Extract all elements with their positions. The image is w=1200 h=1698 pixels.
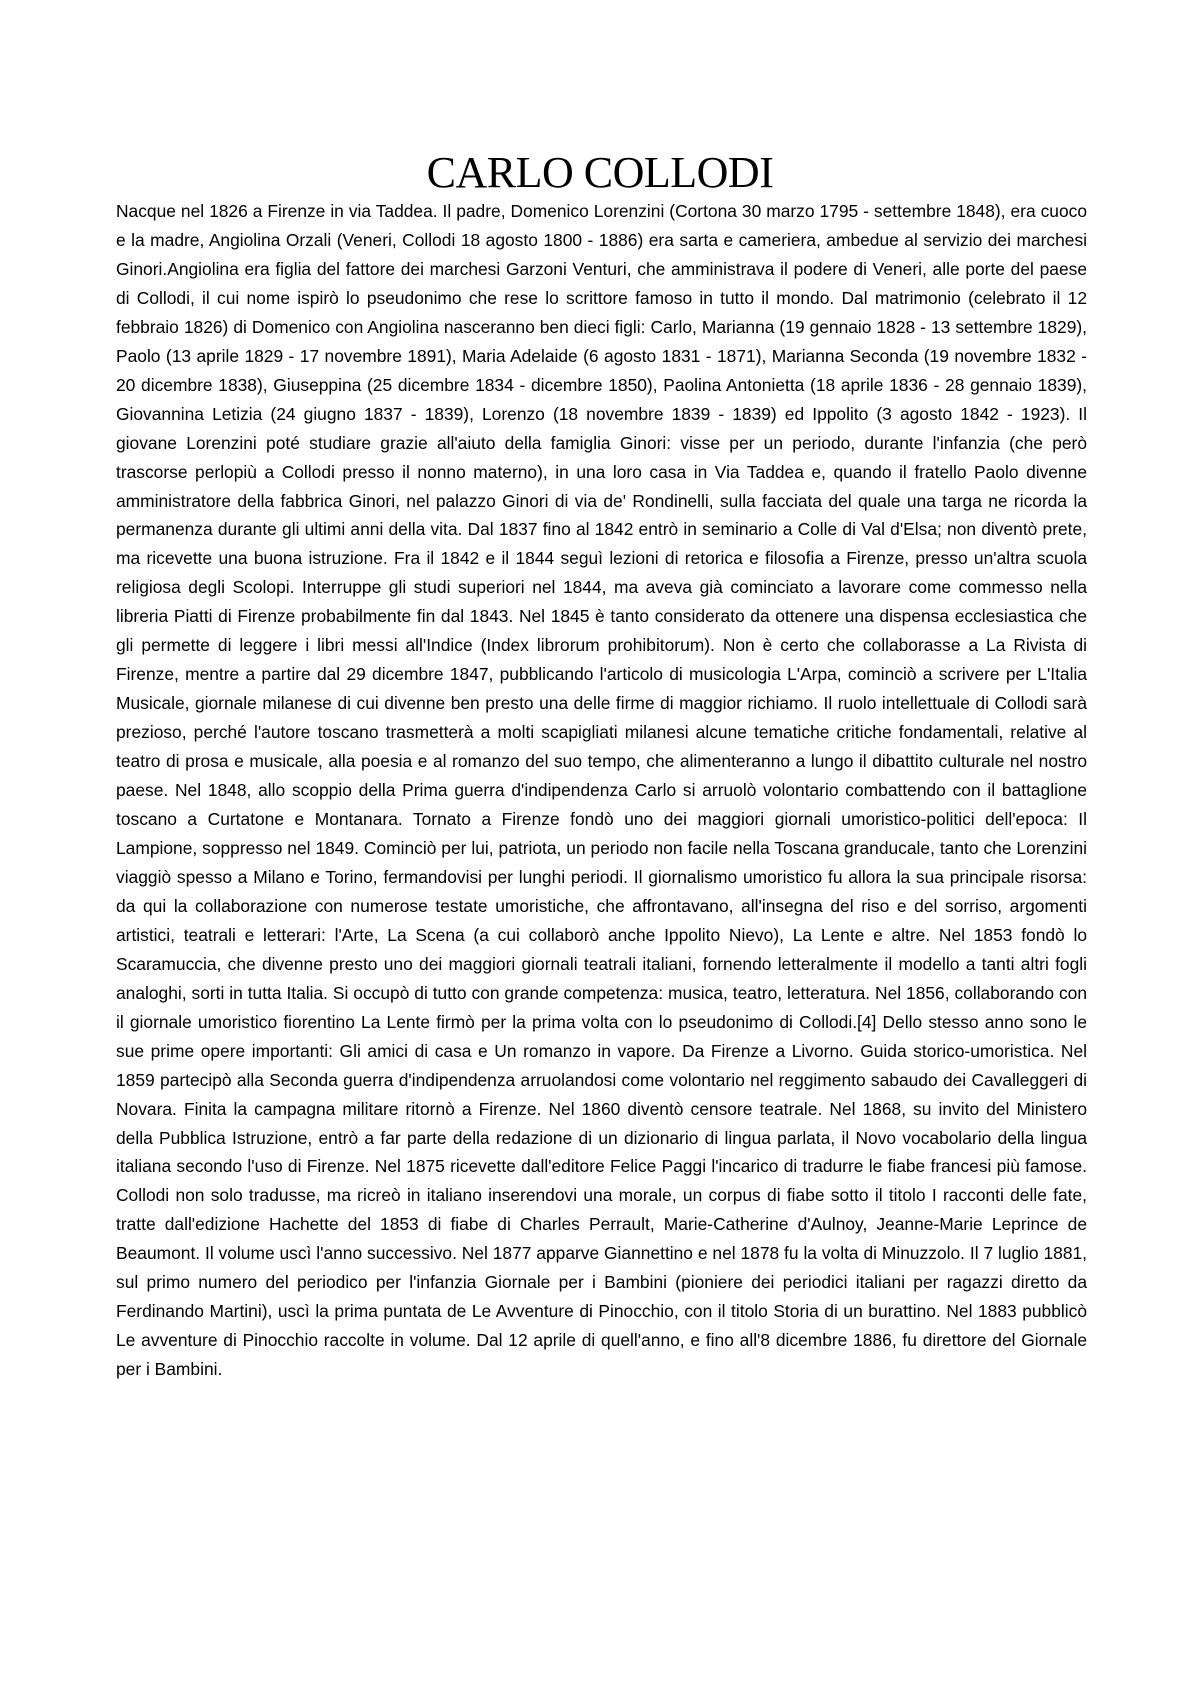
page-title: CARLO COLLODI	[426, 148, 774, 197]
body-paragraph: Nacque nel 1826 a Firenze in via Taddea. Il padre, Domenico Lorenzini (Cortona 30 marzo 1795 - settembre 1848), era cuoco e la madre, Angiolina Orzali (Veneri, Collodi 18 agosto 1800 - 1886) era sarta e cameriera, ambedue al servizio dei marchesi Ginori.Angiolina era figlia del fattore dei marchesi Garzoni Venturi, che amministrava il podere di Veneri, alle porte del paese di Collodi, il cui nome ispirò lo pseudonimo che rese lo scrittore famoso in tutto il mondo. Dal matrimonio (celebrato il 12 febbraio 1826) di Domenico con Angiolina nasceranno ben dieci figli: Carlo, Marianna (19 gennaio 1828 - 13 settembre 1829), Paolo (13 aprile 1829 - 17 novembre 1891), Maria Adelaide (6 agosto 1831 - 1871), Marianna Seconda (19 novembre 1832 - 20 dicembre 1838), Giuseppina (25 dicembre 1834 - dicembre 1850), Paolina Antonietta (18 aprile 1836 - 28 gennaio 1839), Giovannina Letizia (24 giugno 1837 - 1839), Lorenzo (18 novembre 1839 - 1839) ed Ippolito (3 agosto 1842 - 1923). Il giovane Lorenzini poté studiare grazie all'aiuto della famiglia Ginori: visse per un periodo, durante l'infanzia (che però trascorse perlopiù a Collodi presso il nonno materno), in una loro casa in Via Taddea e, quando il fratello Paolo divenne amministratore della fabbrica Ginori, nel palazzo Ginori di via de' Rondinelli, sulla facciata del quale una targa ne ricorda la permanenza durante gli ultimi anni della vita. Dal 1837 fino al 1842 entrò in seminario a Colle di Val d'Elsa; non diventò prete, ma ricevette una buona istruzione. Fra il 1842 e il 1844 seguì lezioni di retorica e filosofia a Firenze, presso un'altra scuola religiosa degli Scolopi. Interruppe gli studi superiori nel 1844, ma aveva già cominciato a lavorare come commesso nella libreria Piatti di Firenze probabilmente fin dal 1843. Nel 1845 è tanto considerato da ottenere una dispensa ecclesiastica che gli permette di leggere i libri messi all'Indice (Index librorum prohibitorum). Non è certo che collaborasse a La Rivista di Firenze, mentre a partire dal 29 dicembre 1847, pubblicando l'articolo di musicologia L'Arpa, cominciò a scrivere per L'Italia Musicale, giornale milanese di cui divenne ben presto una delle firme di maggior richiamo. Il ruolo intellettuale di Collodi sarà prezioso, perché l'autore toscano trasmetterà a molti scapigliati milanesi alcune tematiche critiche fondamentali, relative al teatro di prosa e musicale, alla poesia e al romanzo del suo tempo, che alimenteranno a lungo il dibattito culturale nel nostro paese. Nel 1848, allo scoppio della Prima guerra d'indipendenza Carlo si arruolò volontario combattendo con il battaglione toscano a Curtatone e Montanara. Tornato a Firenze fondò uno dei maggiori giornali umoristico-politici dell'epoca: Il Lampione, soppresso nel 1849. Cominciò per lui, patriota, un periodo non facile nella Toscana granducale, tanto che Lorenzini viaggiò spesso a Milano e Torino, fermandovisi per lunghi periodi. Il giornalismo umoristico fu allora la sua principale risorsa: da qui la collaborazione con numerose testate umoristiche, che affrontavano, all'insegna del riso e del sorriso, argomenti artistici, teatrali e letterari: l'Arte, La Scena (a cui collaborò anche Ippolito Nievo), La Lente e altre. Nel 1853 fondò lo Scaramuccia, che divenne presto uno dei maggiori giornali teatrali italiani, fornendo letteralmente il modello a tanti altri fogli analoghi, sorti in tutta Italia. Si occupò di tutto con grande competenza: musica, teatro, letteratura. Nel 1856, collaborando con il giornale umoristico fiorentino La Lente firmò per la prima volta con lo pseudonimo di Collodi.[4] Dello stesso anno sono le sue prime opere importanti: Gli amici di casa e Un romanzo in vapore. Da Firenze a Livorno. Guida storico-umoristica. Nel 1859 partecipò alla Seconda guerra d'indipendenza arruolandosi come volontario nel reggimento sabaudo dei Cavalleggeri di Novara. Finita la campagna militare ritornò a Firenze. Nel 1860 diventò censore teatrale. Nel 1868, su invito del Ministero della Pubblica Istruzione, entrò a far parte della redazione di un dizionario di lingua parlata, il Novo vocabolario della lingua italiana secondo l'uso di Firenze. Nel 1875 ricevette dall'editore Felice Paggi l'incarico di tradurre le fiabe francesi più famose. Collodi non solo tradusse, ma ricreò in italiano inserendovi una morale, un corpus di fiabe sotto il titolo I racconti delle fate, tratte dall'edizione Hachette del 1853 di fiabe di Charles Perrault, Marie-Catherine d'Aulnoy, Jeanne-Marie Leprince de Beaumont. Il volume uscì l'anno successivo. Nel 1877 apparve Giannettino e nel 1878 fu la volta di Minuzzolo. Il 7 luglio 1881, sul primo numero del periodico per l'infanzia Giornale per i Bambini (pioniere dei periodici italiani per ragazzi diretto da Ferdinando Martini), uscì la prima puntata de Le Avventure di Pinocchio, con il titolo Storia di un burattino. Nel 1883 pubblicò Le avventure di Pinocchio raccolte in volume. Dal 12 aprile di quell'anno, e fino all'8 dicembre 1886, fu direttore del Giornale per i Bambini.	[116, 201, 1087, 1380]
